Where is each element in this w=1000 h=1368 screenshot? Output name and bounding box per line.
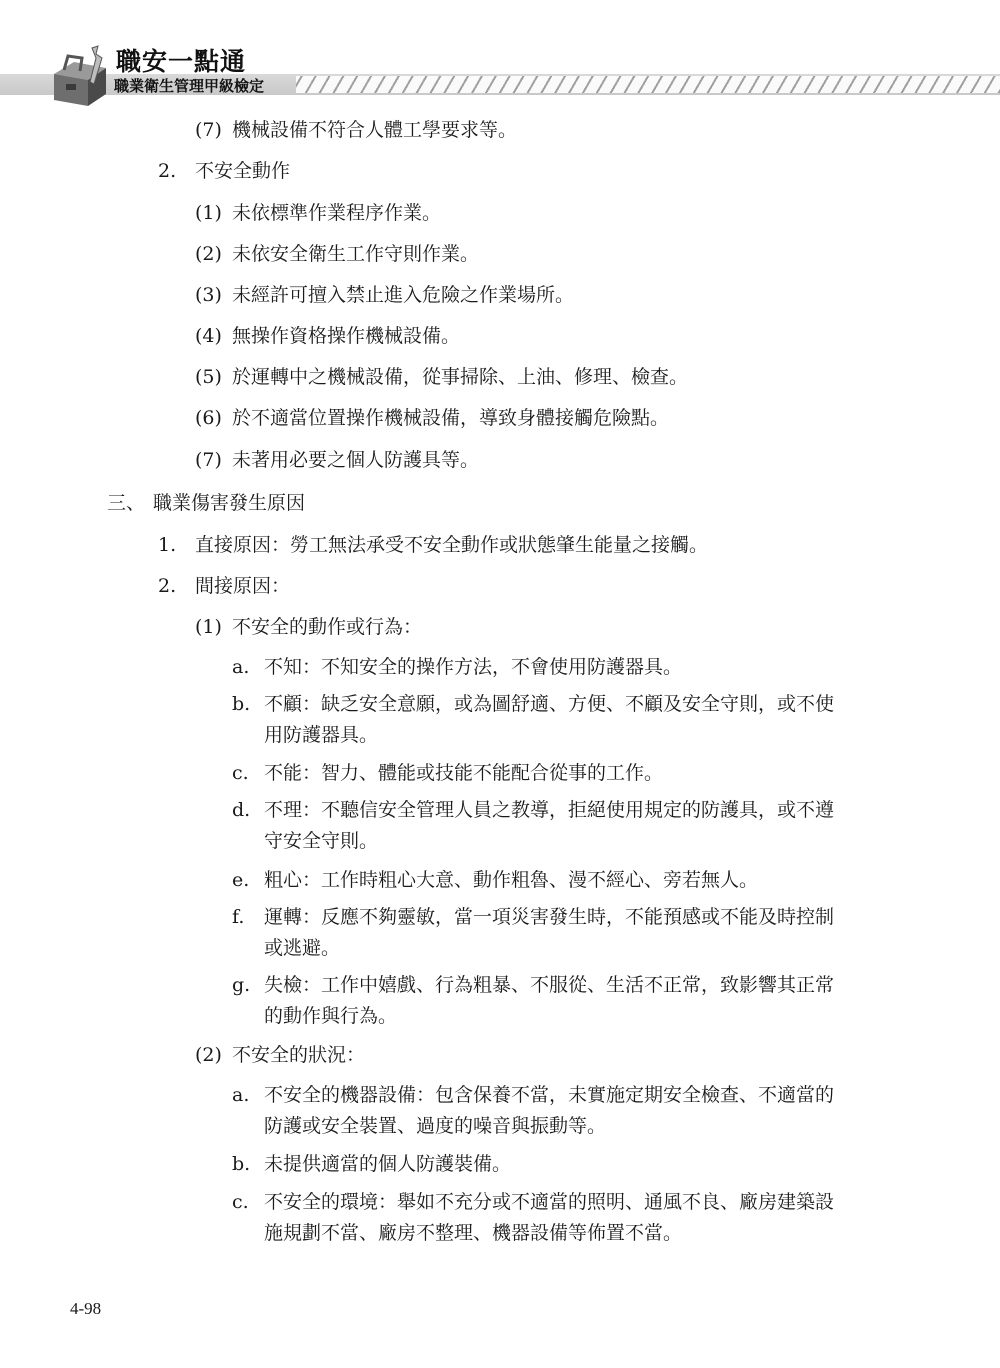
- list-marker: b.: [232, 693, 251, 715]
- list-text-continued: 守安全守則。: [264, 830, 379, 852]
- list-text: 失檢：工作中嬉戲、行為粗暴、不服從、生活不正常，致影響其正常: [264, 974, 835, 996]
- list-marker: 1.: [158, 534, 177, 556]
- header-stripes: [296, 76, 1000, 93]
- list-marker: e.: [232, 869, 250, 891]
- list-marker: c.: [232, 762, 249, 784]
- list-text: 不能：智力、體能或技能不能配合從事的工作。: [264, 762, 664, 784]
- list-text-continued: 用防護器具。: [264, 724, 379, 746]
- list-text: 未經許可擅入禁止進入危險之作業場所。: [232, 284, 575, 306]
- list-marker: (2): [195, 243, 222, 265]
- book-title: 職業衛生管理甲級檢定: [114, 77, 265, 95]
- series-title: 職安一點通: [116, 47, 247, 76]
- list-text: 機械設備不符合人體工學要求等。: [232, 119, 518, 141]
- list-text: 粗心：工作時粗心大意、動作粗魯、漫不經心、旁若無人。: [264, 869, 759, 891]
- list-text-continued: 或逃避。: [264, 937, 341, 959]
- list-marker: 2.: [158, 575, 177, 597]
- list-text: 不知：不知安全的操作方法，不會使用防護器具。: [264, 656, 683, 678]
- list-text: 不安全的環境：舉如不充分或不適當的照明、通風不良、廠房建築設: [264, 1191, 835, 1213]
- list-text: 直接原因：勞工無法承受不安全動作或狀態肇生能量之接觸。: [195, 534, 709, 556]
- list-marker: (1): [195, 202, 222, 224]
- list-text: 不安全的機器設備：包含保養不當，未實施定期安全檢查、不適當的: [264, 1084, 835, 1106]
- section-marker: 三、: [107, 492, 146, 514]
- list-text: 未提供適當的個人防護裝備。: [264, 1153, 512, 1175]
- list-marker: (7): [195, 449, 222, 471]
- list-marker: 2.: [158, 160, 177, 182]
- section-title: 職業傷害發生原因: [153, 492, 306, 514]
- list-marker: (7): [195, 119, 222, 141]
- list-marker: (3): [195, 284, 222, 306]
- list-text: 不理：不聽信安全管理人員之教導，拒絕使用規定的防護具，或不遵: [264, 799, 835, 821]
- list-text: 未依安全衛生工作守則作業。: [232, 243, 480, 265]
- list-text: 未著用必要之個人防護具等。: [232, 449, 480, 471]
- list-text: 不顧：缺乏安全意願，或為圖舒適、方便、不顧及安全守則，或不使: [264, 693, 835, 715]
- list-marker: d.: [232, 799, 251, 821]
- list-marker: (1): [195, 616, 222, 638]
- list-marker: c.: [232, 1191, 249, 1213]
- list-marker: a.: [232, 1084, 250, 1106]
- list-marker: f.: [232, 906, 245, 928]
- list-text-continued: 施規劃不當、廠房不整理、機器設備等佈置不當。: [264, 1222, 683, 1244]
- list-text: 不安全動作: [195, 160, 291, 182]
- list-marker: (5): [195, 366, 222, 388]
- list-marker: a.: [232, 656, 250, 678]
- page-number: 4-98: [70, 1299, 102, 1318]
- list-text: 運轉：反應不夠靈敏，當一項災害發生時，不能預感或不能及時控制: [264, 906, 835, 928]
- list-text: 不安全的動作或行為：: [232, 616, 423, 638]
- list-marker: b.: [232, 1153, 251, 1175]
- list-text: 於不適當位置操作機械設備，導致身體接觸危險點。: [232, 407, 670, 429]
- page-header: [0, 0, 1000, 112]
- toolbox-icon: [48, 44, 110, 108]
- list-marker: g.: [232, 974, 251, 996]
- list-text: 於運轉中之機械設備，從事掃除、上油、修理、檢查。: [232, 366, 689, 388]
- list-text: 未依標準作業程序作業。: [232, 202, 442, 224]
- list-text-continued: 防護或安全裝置、過度的噪音與振動等。: [264, 1115, 607, 1137]
- list-text-continued: 的動作與行為。: [264, 1005, 398, 1027]
- list-text: 間接原因：: [195, 575, 291, 597]
- list-text: 無操作資格操作機械設備。: [232, 325, 461, 347]
- list-text: 不安全的狀況：: [232, 1044, 366, 1066]
- list-marker: (4): [195, 325, 222, 347]
- list-marker: (2): [195, 1044, 222, 1066]
- list-marker: (6): [195, 407, 222, 429]
